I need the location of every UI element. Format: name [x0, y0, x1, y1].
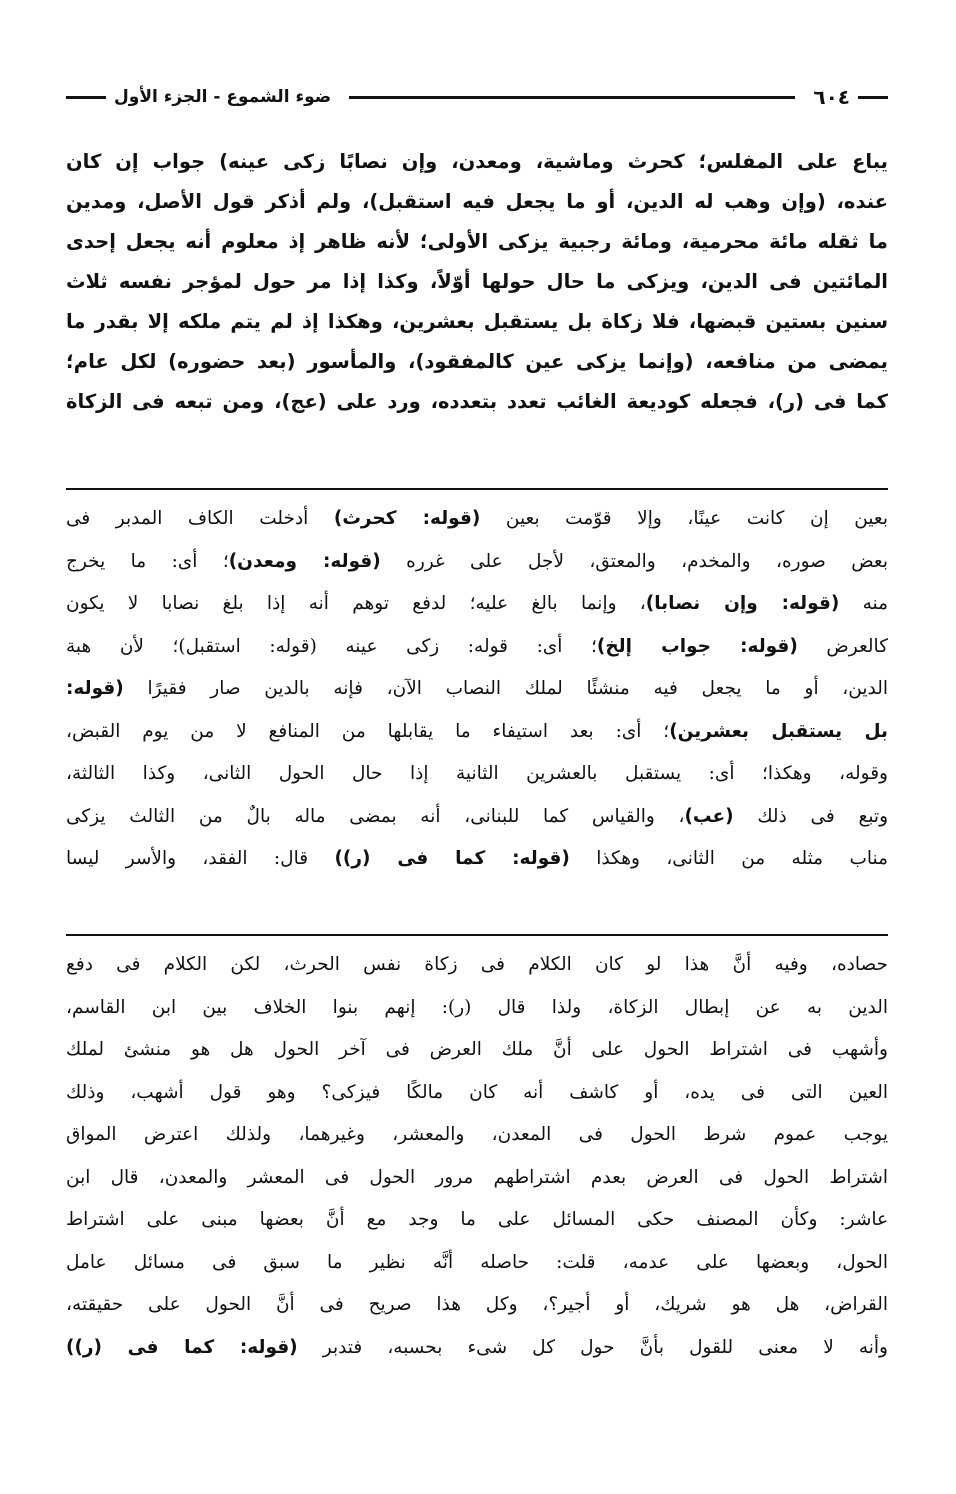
commentary-line: مناب مثله من الثانى، وهكذا (قوله: كما فى (ر)) قال: الفقد، والأسر ليسا [66, 848, 888, 869]
main-text-line: كما فى (ر)، فجعله كوديعة الغائب تعدد بتعدده، ورد على (عج)، ومن تبعه فى الزكاة [66, 390, 888, 413]
commentary-line: بعين إن كانت عينًا، وإلا قوّمت بعين (قوله: كحرث) أدخلت الكاف المدبر فى [66, 508, 888, 529]
commentary-line: وتبع فى ذلك (عب)، والقياس كما للبنانى، أنه بمضى ماله بالٌ من الثالث يزكى [66, 805, 888, 827]
commentary-line: كالعرض (قوله: جواب إلخ)؛ أى: قوله: زكى عينه (قوله: استقبل)؛ لأن هبة [66, 635, 888, 657]
commentary-line: وأنه لا معنى للقول بأنَّ حول كل شىء بحسبه، فتدبر (قوله: كما فى (ر)) [66, 1336, 888, 1358]
commentary-divider-second [66, 934, 888, 936]
commentary-block-first [66, 498, 888, 881]
commentary-line: العين التى فى يده، أو كاشف أنه كان مالكًا فيزكى؟ وهو قول أشهب، وذلك [66, 1081, 888, 1103]
commentary-line: اشتراط الحول فى العرض بعدم اشتراطهم مرور الحول فى المعشر والمعدن، قال ابن [66, 1166, 888, 1188]
commentary-line: الحول، وبعضها على عدمه، قلت: حاصله أنَّه نظير ما سبق فى مسائل عامل [66, 1251, 888, 1273]
commentary-line: القراض، هل هو شريك، أو أجير؟، وكل هذا صريح فى أنَّ الحول على حقيقته، [66, 1294, 888, 1315]
commentary-line: وأشهب فى اشتراط الحول على أنَّ ملك العرض فى آخر الحول هل هو منشئ لملك [66, 1039, 888, 1060]
commentary-divider [66, 488, 888, 490]
commentary-line: بعض صوره، والمخدم، والمعتق، لأجل على غرره (قوله: ومعدن)؛ أى: ما يخرج [66, 550, 888, 572]
commentary-line: الدين به عن إبطال الزكاة، ولذا قال (ر): إنهم بنوا الخلاف بين ابن القاسم، [66, 996, 888, 1018]
commentary-block-second [66, 944, 888, 1369]
main-text-line: المائتين فى الدين، ويزكى ما حال حولها أوّلاً، وكذا إذا مر حول لمؤجر نفسه ثلاث [66, 270, 888, 293]
commentary-line: وقوله، وهكذا؛ أى: يستقبل بالعشرين الثانية إذا حال الحول الثانى، وكذا الثالثة، [66, 763, 888, 784]
header-dash-left [66, 96, 106, 99]
commentary-line: الدين، أو ما يجعل فيه منشئًا لملك النصاب الآن، فإنه بالدين صار فقيرًا (قوله: [66, 678, 888, 699]
commentary-line: يوجب عموم شرط الحول فى المعدن، والمعشر، وغيرهما، ولذلك اعترض المواق [66, 1124, 888, 1145]
commentary-line: بل يستقبل بعشرين)؛ أى: بعد استيفاء ما يقابلها من المنافع لا من يوم القبض، [66, 720, 888, 742]
main-text-line: يمضى من منافعه، (وإنما يزكى عين كالمفقود)، والمأسور (بعد حضوره) لكل عام؛ [66, 350, 888, 373]
commentary-line: حصاده، وفيه أنَّ هذا لو كان الكلام فى زكاة نفس الحرث، لكن الكلام فى دفع [66, 954, 888, 975]
commentary-line: عاشر: وكأن المصنف حكى المسائل على ما وجد مع أنَّ بعضها مبنى على اشتراط [66, 1209, 888, 1230]
main-text-line: ما ثقله مائة محرمية، ومائة رجبية يزكى الأولى؛ لأنه ظاهر إذ معلوم أنه يجعل إحدى [66, 230, 888, 253]
page-number: ٦٠٤ [813, 85, 850, 109]
main-text-block [66, 142, 888, 422]
book-page [66, 78, 888, 1468]
running-title: ضوء الشموع - الجزء الأول [114, 87, 332, 107]
commentary-line: منه (قوله: وإن نصابا)، وإنما بالغ عليه؛ لدفع توهم أنه إذا بلغ نصابا لا يكون [66, 593, 888, 614]
header-rule [349, 96, 795, 99]
main-text-line: سنين بستين قبضها، فلا زكاة بل يستقبل بعشرين، وهكذا إذ لم يتم ملكه إلا بقدر ما [66, 310, 888, 333]
main-text-line: عنده، (وإن وهب له الدين، أو ما يجعل فيه استقبل)، ولم أذكر قول الأصل، ومدين [66, 190, 888, 213]
running-header [66, 78, 888, 116]
header-dash-right [858, 96, 888, 99]
main-text-line: يباع على المفلس؛ كحرث وماشية، ومعدن، وإن نصابًا زكى عينه) جواب إن كان [66, 150, 888, 173]
